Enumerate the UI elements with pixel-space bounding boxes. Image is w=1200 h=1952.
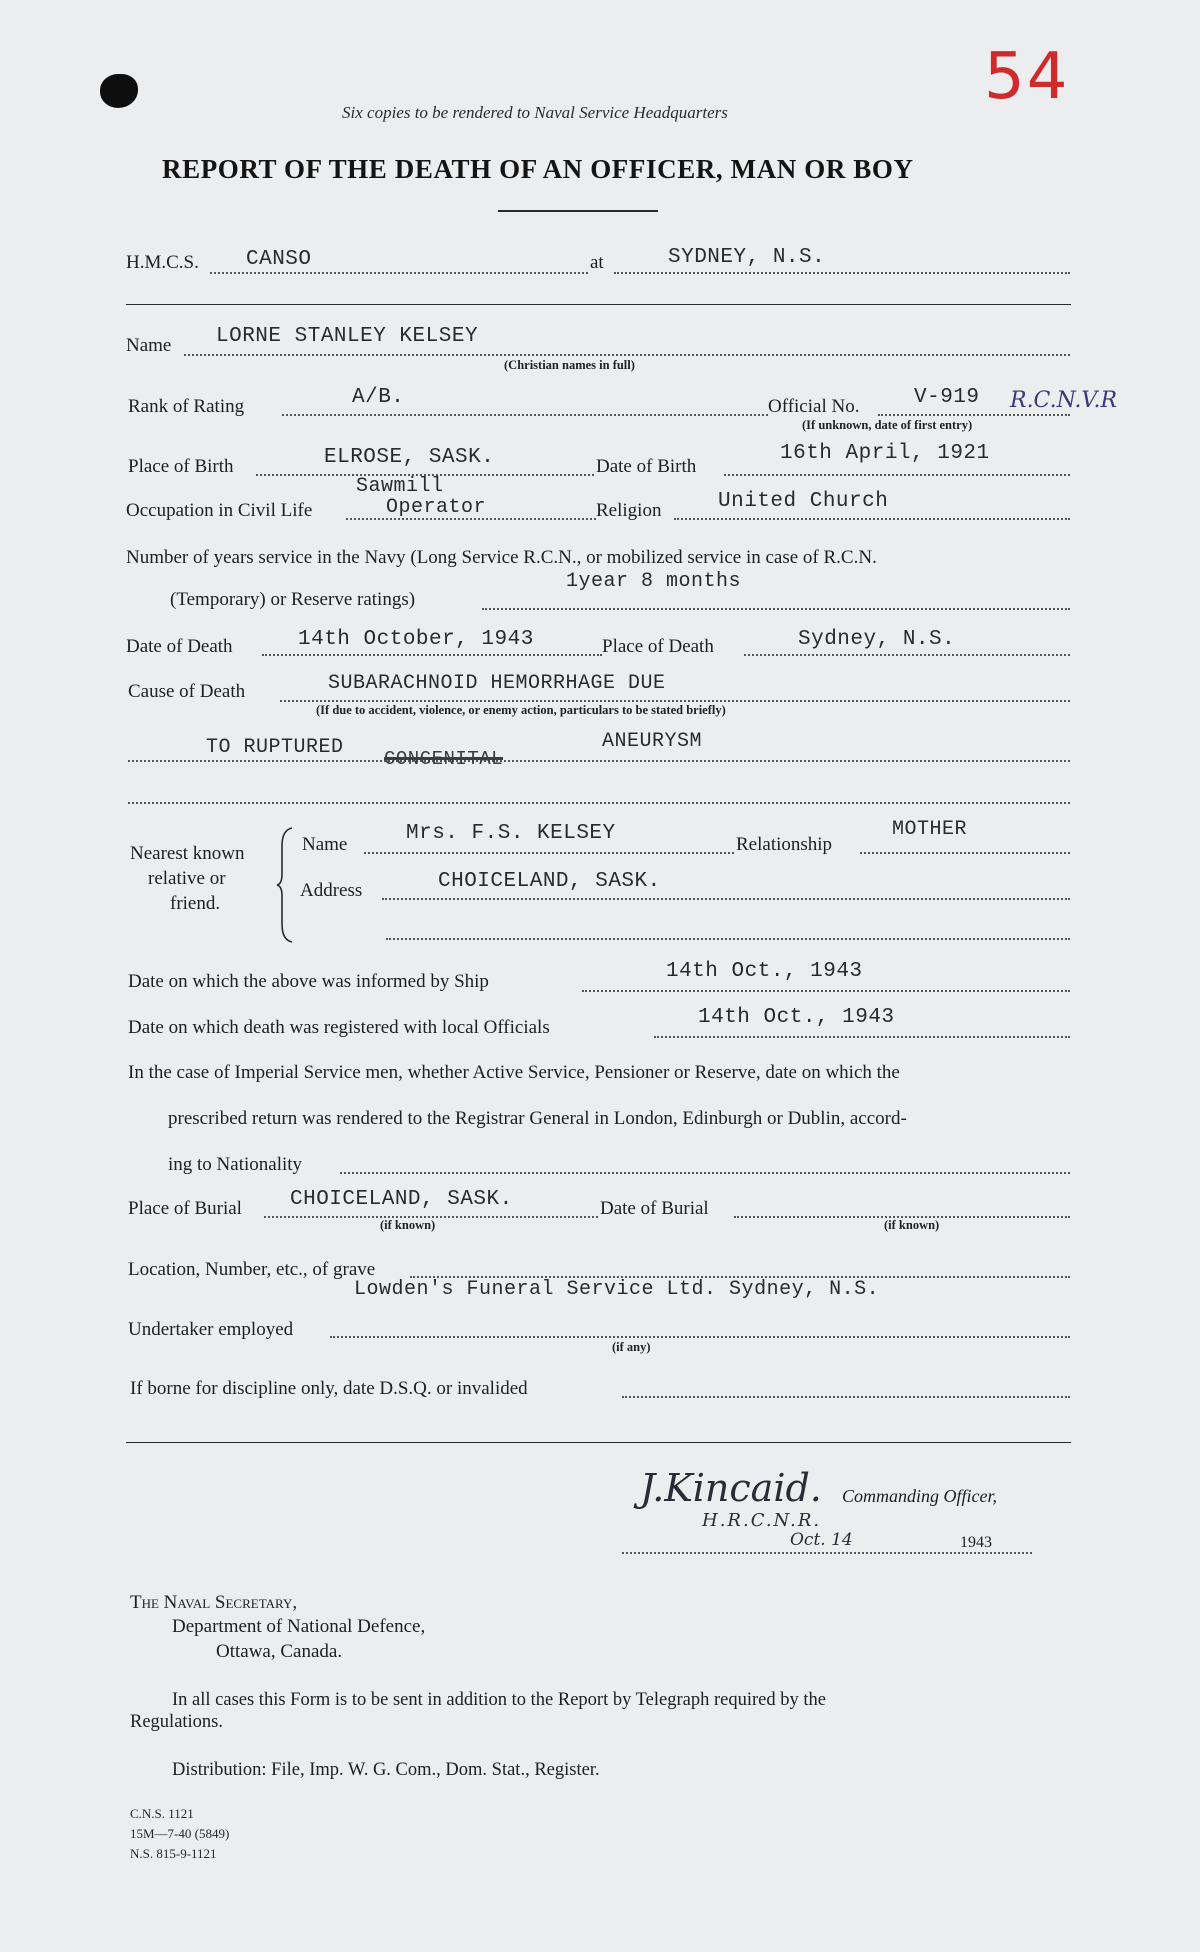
religion-label: Religion — [596, 500, 662, 521]
service-label-1: Number of years service in the Navy (Long Service R.C.N., or mobilized service in case of R.C.N. — [126, 547, 877, 568]
name-line — [184, 354, 1070, 356]
death-place-line — [744, 654, 1070, 656]
cause-line-2 — [128, 760, 1070, 762]
relationship-line — [860, 852, 1070, 854]
occupation-label: Occupation in Civil Life — [126, 500, 313, 521]
relative-name-value: Mrs. F.S. KELSEY — [406, 822, 616, 845]
occupation-value-2: Operator — [386, 496, 487, 519]
relative-side-label-1: Nearest known — [130, 843, 245, 864]
service-label-2: (Temporary) or Reserve ratings) — [170, 589, 416, 610]
rank-line — [282, 414, 768, 416]
signature-date-line — [622, 1552, 1032, 1554]
death-date-value: 14th October, 1943 — [298, 628, 534, 651]
official-no-note: (If unknown, date of first entry) — [802, 418, 973, 432]
grave-label: Location, Number, etc., of grave — [128, 1259, 376, 1280]
birthdate-line — [724, 474, 1070, 476]
official-no-label: Official No. — [768, 396, 860, 417]
ship-location: SYDNEY, N.S. — [668, 246, 826, 269]
cause-value-1: SUBARACHNOID HEMORRHAGE DUE — [328, 672, 666, 695]
service-value: 1year 8 months — [566, 570, 742, 593]
religion-value: United Church — [718, 490, 889, 513]
service-line — [482, 608, 1070, 610]
form-title: REPORT OF THE DEATH OF AN OFFICER, MAN OR BOY — [162, 154, 914, 184]
imperial-text-1: In the case of Imperial Service men, whether Active Service, Pensioner or Reserve, date on which the — [128, 1062, 900, 1083]
section-rule-2 — [126, 1442, 1071, 1443]
commanding-officer-signature: J.Kincaid. — [640, 1466, 822, 1510]
undertaker-label: Undertaker employed — [128, 1319, 294, 1340]
burial-date-label: Date of Burial — [600, 1198, 709, 1219]
imperial-text-2: prescribed return was rendered to the Registrar General in London, Edinburgh or Dublin, accord- — [168, 1108, 907, 1129]
burial-place-label: Place of Burial — [128, 1198, 242, 1219]
distribution-note: Distribution: File, Imp. W. G. Com., Dom. Stat., Register. — [172, 1760, 600, 1780]
hmcs-line — [210, 272, 588, 274]
undertaker-note: (if any) — [612, 1340, 651, 1354]
title-underline — [498, 210, 658, 212]
signature-rank: H.R.C.N.R. — [702, 1510, 822, 1531]
page-number-handwritten: 54 — [984, 40, 1070, 114]
hmcs-label: H.M.C.S. — [126, 252, 199, 273]
cause-struck-word: CONGENITAL — [384, 748, 504, 770]
signature-year: 1943 — [960, 1534, 992, 1551]
at-line — [614, 272, 1070, 274]
relative-address-label: Address — [300, 880, 363, 901]
birthplace-label: Place of Birth — [128, 456, 234, 477]
relative-side-label-3: friend. — [170, 893, 221, 914]
cause-note: (If due to accident, violence, or enemy action, particulars to be stated briefly) — [316, 703, 726, 717]
registered-line — [654, 1036, 1070, 1038]
relative-brace — [276, 826, 296, 944]
official-no-value: V-919 — [914, 386, 980, 409]
form-code-3: N.S. 815-9-1121 — [130, 1846, 217, 1861]
registered-value: 14th Oct., 1943 — [698, 1006, 895, 1029]
relationship-value: MOTHER — [892, 818, 968, 841]
relative-side-label-2: relative or — [148, 868, 226, 889]
burial-date-note: (if known) — [884, 1218, 940, 1232]
occupation-value-1: Sawmill — [356, 475, 444, 498]
burial-place-value: CHOICELAND, SASK. — [290, 1188, 513, 1211]
signature-date-handwritten: Oct. 14 — [790, 1530, 853, 1550]
name-label: Name — [126, 335, 172, 356]
birthdate-value: 16th April, 1921 — [780, 442, 990, 465]
section-rule-1 — [126, 304, 1071, 305]
cause-line-3 — [128, 802, 1070, 804]
relationship-label: Relationship — [736, 834, 833, 855]
binder-hole-stain — [100, 74, 138, 108]
name-value: LORNE STANLEY KELSEY — [216, 325, 479, 348]
birthplace-value: ELROSE, SASK. — [324, 446, 495, 469]
birthdate-label: Date of Birth — [596, 456, 697, 477]
ship-name: CANSO — [246, 248, 312, 271]
department-name: Department of National Defence, — [172, 1616, 426, 1637]
relative-address-line-2 — [386, 938, 1070, 940]
burial-place-note: (if known) — [380, 1218, 436, 1232]
relative-name-label: Name — [302, 834, 348, 855]
death-place-value: Sydney, N.S. — [798, 628, 956, 651]
official-no-line — [878, 414, 1070, 416]
department-location: Ottawa, Canada. — [216, 1641, 343, 1662]
commanding-officer-label: Commanding Officer, — [842, 1486, 997, 1506]
form-code-2: 15M—7-40 (5849) — [130, 1826, 230, 1841]
informed-value: 14th Oct., 1943 — [666, 960, 863, 983]
informed-line — [582, 990, 1070, 992]
telegraph-note-1: In all cases this Form is to be sent in addition to the Report by Telegraph required by the — [172, 1690, 826, 1710]
telegraph-note-2: Regulations. — [130, 1712, 224, 1732]
cause-value-2b: ANEURYSM — [602, 730, 703, 753]
at-label: at — [590, 252, 604, 273]
naval-secretary: The Naval Secretary, — [130, 1592, 298, 1613]
rank-label: Rank of Rating — [128, 396, 245, 417]
relative-address-value: CHOICELAND, SASK. — [438, 870, 661, 893]
cause-label: Cause of Death — [128, 681, 246, 702]
undertaker-line — [330, 1336, 1070, 1338]
religion-line — [674, 518, 1070, 520]
cause-value-2a: TO RUPTURED — [206, 736, 344, 759]
form-code-1: C.N.S. 1121 — [130, 1806, 194, 1821]
imperial-text-3: ing to Nationality — [168, 1154, 303, 1175]
cause-line-1 — [280, 700, 1070, 702]
discipline-line — [622, 1396, 1070, 1398]
rank-value: A/B. — [352, 386, 405, 409]
death-date-label: Date of Death — [126, 636, 233, 657]
informed-label: Date on which the above was informed by Ship — [128, 971, 489, 992]
registered-label: Date on which death was registered with local Officials — [128, 1017, 550, 1038]
copies-note: Six copies to be rendered to Naval Service Headquarters — [342, 103, 728, 122]
official-no-handwritten: R.C.N.V.R — [1010, 388, 1118, 413]
discipline-label: If borne for discipline only, date D.S.Q. or invalided — [130, 1378, 528, 1399]
death-place-label: Place of Death — [602, 636, 714, 657]
name-note: (Christian names in full) — [504, 358, 635, 372]
relative-address-line-1 — [382, 898, 1070, 900]
imperial-line — [340, 1172, 1070, 1174]
undertaker-value: Lowden's Funeral Service Ltd. Sydney, N.S. — [354, 1278, 880, 1301]
relative-name-line — [364, 852, 734, 854]
death-date-line — [262, 654, 602, 656]
